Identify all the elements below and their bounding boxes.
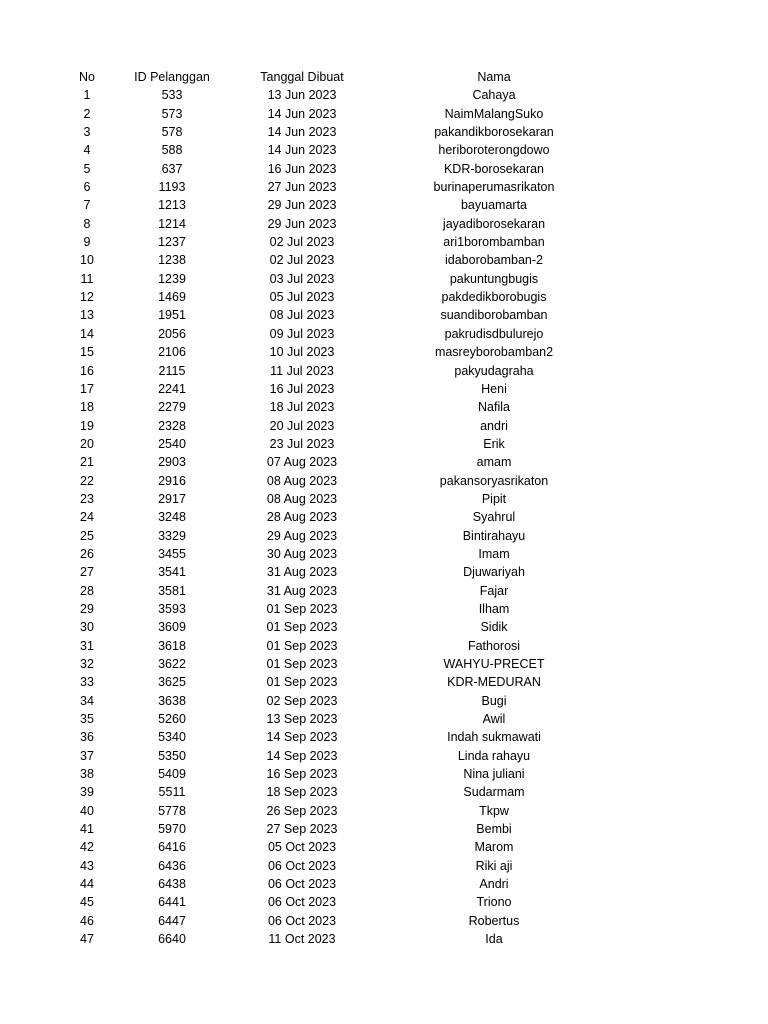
table-row (0, 490, 768, 508)
cell-tanggal-dibuat: 26 Sep 2023 (266, 803, 338, 818)
cell-nama: Fathorosi (467, 638, 521, 653)
cell-nama: Djuwariyah (463, 565, 525, 580)
table-row (0, 673, 768, 691)
cell-no: 41 (80, 822, 94, 837)
cell-nama: Cahaya (472, 88, 516, 103)
table-row (0, 692, 768, 710)
cell-no: 33 (80, 675, 94, 690)
table-row (0, 930, 768, 948)
table-row (0, 306, 768, 324)
cell-id-pelanggan: 1237 (158, 235, 186, 250)
cell-nama: Ilham (478, 601, 510, 616)
cell-id-pelanggan: 5511 (158, 785, 186, 800)
cell-tanggal-dibuat: 27 Sep 2023 (266, 822, 338, 837)
cell-no: 43 (80, 858, 94, 873)
table-row (0, 105, 768, 123)
cell-nama: Sudarmam (463, 785, 525, 800)
cell-no: 21 (80, 455, 94, 470)
cell-no: 2 (83, 106, 91, 121)
cell-no: 9 (83, 235, 91, 250)
cell-tanggal-dibuat: 29 Jun 2023 (267, 216, 337, 231)
table-row (0, 637, 768, 655)
cell-no: 40 (80, 803, 94, 818)
header-no: No (79, 70, 95, 84)
cell-tanggal-dibuat: 31 Aug 2023 (266, 565, 338, 580)
cell-id-pelanggan: 2106 (158, 345, 186, 360)
cell-no: 7 (83, 198, 91, 213)
cell-no: 4 (83, 143, 91, 158)
cell-tanggal-dibuat: 14 Sep 2023 (266, 730, 338, 745)
table-row (0, 527, 768, 545)
cell-id-pelanggan: 6640 (158, 932, 186, 947)
cell-nama: pakrudisdbulurejo (444, 326, 544, 341)
cell-nama: Linda rahayu (457, 748, 531, 763)
cell-nama: Bembi (476, 822, 512, 837)
table-row (0, 86, 768, 104)
table-body (0, 86, 768, 948)
cell-no: 5 (83, 161, 91, 176)
cell-tanggal-dibuat: 01 Sep 2023 (266, 601, 338, 616)
cell-nama: Heni (481, 381, 507, 396)
cell-id-pelanggan: 5409 (158, 767, 186, 782)
cell-nama: WAHYU-PRECET (443, 657, 545, 671)
cell-nama: Ida (485, 932, 503, 947)
cell-no: 18 (80, 400, 94, 415)
table-header-row (0, 68, 768, 86)
table-row (0, 251, 768, 269)
cell-tanggal-dibuat: 14 Jun 2023 (267, 106, 337, 121)
cell-id-pelanggan: 588 (161, 143, 183, 158)
cell-nama: pakuntungbugis (449, 271, 539, 286)
table-row (0, 472, 768, 490)
cell-nama: Tkpw (479, 803, 509, 818)
cell-tanggal-dibuat: 20 Jul 2023 (269, 418, 335, 433)
table-row (0, 618, 768, 636)
cell-tanggal-dibuat: 09 Jul 2023 (269, 326, 335, 341)
cell-tanggal-dibuat: 06 Oct 2023 (267, 913, 337, 928)
table-row (0, 288, 768, 306)
cell-nama: amam (476, 455, 512, 470)
table-row (0, 233, 768, 251)
table-row (0, 398, 768, 416)
cell-id-pelanggan: 5340 (158, 730, 186, 745)
table-row (0, 857, 768, 875)
table-row (0, 196, 768, 214)
cell-nama: Robertus (468, 913, 520, 928)
cell-no: 36 (80, 730, 94, 745)
cell-nama: pakandikborosekaran (434, 125, 554, 140)
cell-nama: Syahrul (472, 510, 516, 525)
cell-nama: idaborobamban-2 (445, 253, 543, 268)
cell-no: 46 (80, 913, 94, 928)
cell-no: 28 (80, 583, 94, 598)
cell-tanggal-dibuat: 02 Jul 2023 (269, 235, 335, 250)
cell-nama: Awil (482, 712, 506, 727)
table-row (0, 563, 768, 581)
cell-id-pelanggan: 637 (161, 161, 183, 176)
cell-id-pelanggan: 5778 (158, 803, 186, 818)
cell-tanggal-dibuat: 08 Aug 2023 (266, 473, 338, 488)
table-row (0, 545, 768, 563)
table-row (0, 325, 768, 343)
cell-id-pelanggan: 3329 (158, 528, 186, 543)
table-row (0, 435, 768, 453)
cell-tanggal-dibuat: 06 Oct 2023 (267, 858, 337, 873)
cell-no: 12 (80, 290, 94, 305)
table-row (0, 820, 768, 838)
cell-no: 39 (80, 785, 94, 800)
cell-id-pelanggan: 1214 (158, 216, 186, 231)
table-row (0, 582, 768, 600)
cell-tanggal-dibuat: 06 Oct 2023 (267, 895, 337, 910)
cell-no: 37 (80, 748, 94, 763)
table-row (0, 875, 768, 893)
customer-table (0, 68, 768, 949)
cell-id-pelanggan: 3618 (158, 638, 186, 653)
cell-id-pelanggan: 2540 (158, 436, 186, 451)
cell-no: 11 (80, 271, 94, 286)
cell-tanggal-dibuat: 16 Sep 2023 (266, 767, 338, 782)
cell-nama: Riki aji (475, 858, 513, 873)
table-row (0, 160, 768, 178)
header-nama: Nama (477, 70, 511, 84)
cell-no: 23 (80, 491, 94, 506)
cell-no: 44 (80, 877, 94, 892)
cell-nama: Marom (474, 840, 514, 855)
cell-tanggal-dibuat: 14 Sep 2023 (266, 748, 338, 763)
cell-id-pelanggan: 6436 (158, 858, 186, 873)
table-row (0, 747, 768, 765)
table-row (0, 893, 768, 911)
cell-no: 3 (83, 125, 91, 140)
table-row (0, 710, 768, 728)
cell-tanggal-dibuat: 01 Sep 2023 (266, 657, 338, 671)
cell-tanggal-dibuat: 01 Sep 2023 (266, 638, 338, 653)
cell-id-pelanggan: 3609 (158, 620, 186, 635)
cell-no: 20 (80, 436, 94, 451)
cell-id-pelanggan: 2328 (158, 418, 186, 433)
cell-tanggal-dibuat: 01 Sep 2023 (266, 620, 338, 635)
cell-no: 24 (80, 510, 94, 525)
cell-nama: suandiborobamban (440, 308, 548, 323)
cell-tanggal-dibuat: 14 Jun 2023 (267, 143, 337, 158)
cell-tanggal-dibuat: 13 Sep 2023 (266, 712, 338, 727)
cell-id-pelanggan: 1213 (158, 198, 186, 213)
table-row (0, 783, 768, 801)
table-row (0, 765, 768, 783)
cell-id-pelanggan: 3581 (158, 583, 186, 598)
cell-tanggal-dibuat: 29 Jun 2023 (267, 198, 337, 213)
cell-id-pelanggan: 578 (161, 125, 183, 140)
cell-id-pelanggan: 3455 (158, 546, 186, 561)
cell-id-pelanggan: 2056 (158, 326, 186, 341)
cell-nama: bayuamarta (460, 198, 527, 213)
table-row (0, 141, 768, 159)
cell-tanggal-dibuat: 18 Jul 2023 (269, 400, 335, 415)
cell-id-pelanggan: 6438 (158, 877, 186, 892)
cell-tanggal-dibuat: 23 Jul 2023 (269, 436, 335, 451)
table-row (0, 655, 768, 673)
cell-no: 14 (80, 326, 94, 341)
table-row (0, 362, 768, 380)
table-row (0, 912, 768, 930)
cell-nama: ari1borombamban (443, 235, 545, 250)
cell-tanggal-dibuat: 11 Oct 2023 (268, 932, 336, 947)
table-row (0, 508, 768, 526)
cell-tanggal-dibuat: 08 Jul 2023 (269, 308, 335, 323)
table-row (0, 270, 768, 288)
table-row (0, 728, 768, 746)
cell-id-pelanggan: 5970 (158, 822, 186, 837)
cell-nama: andri (480, 418, 508, 433)
cell-nama: burinaperumasrikaton (433, 180, 555, 195)
cell-nama: Nina juliani (463, 767, 525, 782)
cell-nama: Erik (483, 436, 505, 451)
cell-id-pelanggan: 1238 (158, 253, 186, 268)
cell-tanggal-dibuat: 05 Jul 2023 (269, 290, 335, 305)
cell-id-pelanggan: 2279 (158, 400, 186, 415)
cell-id-pelanggan: 2241 (158, 381, 186, 396)
cell-no: 6 (83, 180, 91, 195)
cell-no: 34 (80, 693, 94, 708)
cell-tanggal-dibuat: 28 Aug 2023 (266, 510, 338, 525)
cell-no: 10 (80, 253, 94, 268)
cell-tanggal-dibuat: 05 Oct 2023 (267, 840, 337, 855)
cell-nama: jayadiborosekaran (442, 216, 546, 231)
cell-nama: pakansoryasrikaton (439, 473, 549, 488)
cell-nama: pakyudagraha (454, 363, 534, 378)
cell-id-pelanggan: 2903 (158, 455, 186, 470)
cell-nama: Sidik (480, 620, 508, 635)
cell-id-pelanggan: 3638 (158, 693, 186, 708)
cell-nama: Fajar (479, 583, 509, 598)
cell-no: 42 (80, 840, 94, 855)
cell-no: 1 (83, 88, 91, 103)
cell-tanggal-dibuat: 14 Jun 2023 (267, 125, 337, 140)
cell-tanggal-dibuat: 29 Aug 2023 (266, 528, 338, 543)
cell-id-pelanggan: 2115 (158, 363, 186, 378)
cell-tanggal-dibuat: 16 Jun 2023 (267, 161, 337, 176)
cell-no: 22 (80, 473, 94, 488)
cell-no: 31 (80, 638, 94, 653)
cell-tanggal-dibuat: 11 Jul 2023 (270, 363, 334, 378)
cell-nama: masreyborobamban2 (434, 345, 554, 360)
cell-id-pelanggan: 6416 (158, 840, 186, 855)
cell-tanggal-dibuat: 18 Sep 2023 (266, 785, 338, 800)
cell-tanggal-dibuat: 16 Jul 2023 (269, 381, 335, 396)
cell-nama: NaimMalangSuko (444, 106, 544, 121)
cell-tanggal-dibuat: 02 Sep 2023 (266, 693, 338, 708)
cell-id-pelanggan: 3541 (158, 565, 186, 580)
cell-nama: pakdedikborobugis (441, 290, 547, 305)
cell-id-pelanggan: 2916 (158, 473, 186, 488)
table-row (0, 380, 768, 398)
cell-nama: KDR-MEDURAN (447, 675, 541, 690)
cell-id-pelanggan: 3625 (158, 675, 186, 690)
cell-id-pelanggan: 6441 (158, 895, 186, 910)
table-row (0, 178, 768, 196)
cell-no: 27 (80, 565, 94, 580)
table-row (0, 417, 768, 435)
cell-no: 35 (80, 712, 94, 727)
table-row (0, 343, 768, 361)
cell-id-pelanggan: 573 (161, 106, 183, 121)
cell-id-pelanggan: 533 (161, 88, 183, 103)
cell-nama: Pipit (481, 491, 507, 506)
cell-id-pelanggan: 3622 (158, 657, 186, 671)
cell-no: 15 (80, 345, 94, 360)
cell-nama: Bintirahayu (462, 528, 526, 543)
cell-no: 38 (80, 767, 94, 782)
cell-no: 47 (80, 932, 94, 947)
cell-no: 26 (80, 546, 94, 561)
cell-no: 13 (80, 308, 94, 323)
header-tanggal-dibuat: Tanggal Dibuat (260, 70, 344, 84)
cell-no: 8 (83, 216, 91, 231)
cell-nama: Triono (476, 895, 512, 910)
cell-id-pelanggan: 3593 (158, 601, 186, 616)
cell-id-pelanggan: 1951 (158, 308, 186, 323)
cell-tanggal-dibuat: 06 Oct 2023 (267, 877, 337, 892)
table-row (0, 838, 768, 856)
cell-tanggal-dibuat: 31 Aug 2023 (266, 583, 338, 598)
header-id-pelanggan: ID Pelanggan (134, 70, 210, 84)
cell-no: 25 (80, 528, 94, 543)
cell-tanggal-dibuat: 10 Jul 2023 (269, 345, 335, 360)
cell-tanggal-dibuat: 01 Sep 2023 (266, 675, 338, 690)
cell-id-pelanggan: 5350 (158, 748, 186, 763)
table-row (0, 600, 768, 618)
cell-no: 30 (80, 620, 94, 635)
cell-tanggal-dibuat: 13 Jun 2023 (267, 88, 337, 103)
cell-id-pelanggan: 2917 (158, 491, 186, 506)
table-row (0, 453, 768, 471)
cell-nama: Indah sukmawati (447, 730, 541, 745)
cell-tanggal-dibuat: 08 Aug 2023 (266, 491, 338, 506)
cell-no: 32 (80, 657, 94, 671)
cell-nama: heriboroterongdowo (438, 143, 550, 158)
table-row (0, 123, 768, 141)
cell-no: 17 (80, 381, 94, 396)
cell-no: 29 (80, 601, 94, 616)
table-row (0, 802, 768, 820)
cell-nama: Imam (478, 546, 510, 561)
cell-id-pelanggan: 1193 (158, 180, 186, 195)
cell-tanggal-dibuat: 07 Aug 2023 (266, 455, 338, 470)
cell-no: 45 (80, 895, 94, 910)
cell-id-pelanggan: 1469 (158, 290, 186, 305)
cell-id-pelanggan: 5260 (158, 712, 186, 727)
cell-tanggal-dibuat: 03 Jul 2023 (269, 271, 335, 286)
cell-no: 19 (80, 418, 94, 433)
cell-tanggal-dibuat: 30 Aug 2023 (266, 546, 338, 561)
cell-nama: Bugi (481, 693, 507, 708)
cell-no: 16 (80, 363, 94, 378)
cell-nama: Nafila (478, 400, 510, 415)
cell-tanggal-dibuat: 27 Jun 2023 (267, 180, 337, 195)
cell-id-pelanggan: 3248 (158, 510, 186, 525)
cell-nama: KDR-borosekaran (443, 161, 545, 176)
cell-id-pelanggan: 6447 (158, 913, 186, 928)
cell-id-pelanggan: 1239 (158, 271, 186, 286)
table-row (0, 215, 768, 233)
cell-tanggal-dibuat: 02 Jul 2023 (269, 253, 335, 268)
cell-nama: Andri (479, 877, 509, 892)
